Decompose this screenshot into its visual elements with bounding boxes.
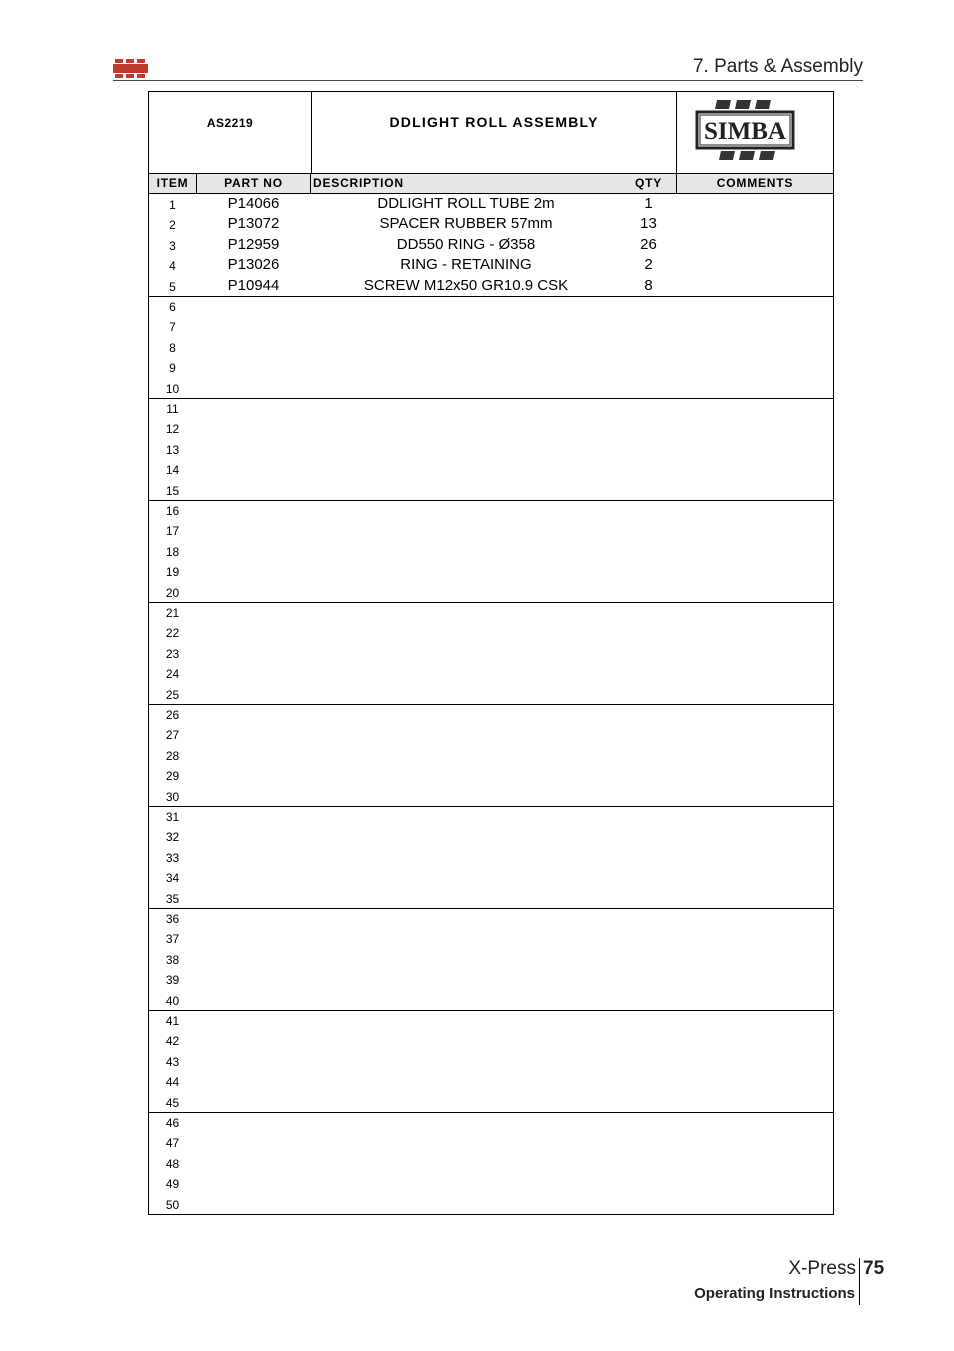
section-title: 7. Parts & Assembly <box>692 56 863 77</box>
table-row <box>149 378 833 398</box>
table-row <box>149 704 833 724</box>
item-number: 29 <box>165 769 180 784</box>
table-row <box>149 1112 833 1132</box>
item-number: 50 <box>165 1197 180 1212</box>
table-row <box>149 765 833 785</box>
item-number: 28 <box>165 748 180 763</box>
table-row <box>149 1132 833 1152</box>
part-number: P12959 <box>227 235 280 253</box>
part-description: RING - RETAINING <box>400 256 532 274</box>
item-number: 2 <box>169 218 176 233</box>
simba-logo-cell <box>677 92 833 173</box>
table-row <box>149 255 833 275</box>
assembly-number-cell <box>149 92 312 173</box>
item-number: 1 <box>169 198 176 212</box>
parts-sheet <box>148 91 834 1215</box>
item-number: 27 <box>165 728 180 743</box>
column-header-qty: QTY <box>621 174 677 194</box>
item-number: 38 <box>165 952 180 967</box>
item-number: 9 <box>169 361 176 376</box>
part-quantity: 1 <box>644 195 653 212</box>
item-number: 24 <box>165 667 180 682</box>
part-number: P10944 <box>227 276 280 294</box>
part-description: SCREW M12x50 GR10.9 CSK <box>363 276 569 294</box>
part-number: P13072 <box>227 215 280 233</box>
simba-logo <box>695 98 795 162</box>
item-number: 44 <box>165 1075 180 1090</box>
page-number: 75 <box>863 1258 885 1279</box>
item-number: 26 <box>165 708 180 722</box>
item-number: 46 <box>165 1116 180 1130</box>
item-number: 35 <box>165 891 180 906</box>
table-row <box>149 439 833 459</box>
table-row <box>149 214 833 234</box>
item-number: 22 <box>165 626 180 641</box>
item-number: 48 <box>165 1156 180 1171</box>
assembly-header <box>149 92 833 174</box>
item-number: 23 <box>165 646 180 661</box>
simba-header-logo <box>113 59 148 78</box>
item-number: 15 <box>165 483 180 498</box>
table-row <box>149 602 833 622</box>
item-number: 25 <box>165 687 180 702</box>
footer-divider <box>859 1258 860 1305</box>
item-number: 40 <box>165 993 180 1008</box>
part-description: DD550 RING - Ø358 <box>396 235 536 253</box>
column-header-comments: COMMENTS <box>677 174 833 194</box>
assembly-title-cell <box>312 92 677 173</box>
column-header-part-no: PART NO <box>197 174 311 194</box>
item-number: 47 <box>165 1136 180 1151</box>
table-row <box>149 316 833 336</box>
item-number: 12 <box>165 422 180 437</box>
item-number: 42 <box>165 1034 180 1049</box>
item-number: 4 <box>169 259 176 274</box>
part-description: DDLIGHT ROLL TUBE 2m <box>377 195 555 212</box>
table-row <box>149 643 833 663</box>
table-row <box>149 1051 833 1071</box>
item-number: 14 <box>165 463 180 478</box>
item-number: 21 <box>165 606 180 620</box>
table-row <box>149 480 833 500</box>
item-number: 31 <box>165 810 180 824</box>
table-row <box>149 1173 833 1193</box>
part-quantity: 13 <box>640 215 657 233</box>
table-row <box>149 1030 833 1050</box>
table-row <box>149 888 833 908</box>
part-quantity: 2 <box>644 256 653 274</box>
item-number: 18 <box>165 544 180 559</box>
table-row <box>149 928 833 948</box>
part-description: SPACER RUBBER 57mm <box>379 215 553 233</box>
table-row <box>149 561 833 581</box>
item-number: 41 <box>165 1014 180 1028</box>
table-row <box>149 724 833 744</box>
header-divider <box>113 80 863 81</box>
table-row <box>149 969 833 989</box>
item-number: 3 <box>169 238 176 253</box>
column-header-item: ITEM <box>149 174 197 194</box>
table-row <box>149 357 833 377</box>
product-name: X-Press <box>788 1258 856 1279</box>
table-row <box>149 949 833 969</box>
assembly-number: AS2219 <box>206 116 254 130</box>
item-number: 32 <box>165 830 180 845</box>
table-row <box>149 684 833 704</box>
table-row <box>149 826 833 846</box>
item-number: 20 <box>165 585 180 600</box>
assembly-title: DDLIGHT ROLL ASSEMBLY <box>389 114 599 130</box>
table-row <box>149 520 833 540</box>
svg-text:SIMBA: SIMBA <box>704 118 786 145</box>
item-number: 8 <box>169 340 176 355</box>
part-quantity: 8 <box>644 276 653 294</box>
table-row <box>149 786 833 806</box>
item-number: 30 <box>165 789 180 804</box>
item-number: 13 <box>165 442 180 457</box>
table-row <box>149 235 833 255</box>
item-number: 43 <box>165 1054 180 1069</box>
table-row <box>149 337 833 357</box>
table-row <box>149 745 833 765</box>
table-row <box>149 867 833 887</box>
table-row <box>149 1194 833 1214</box>
item-number: 34 <box>165 871 180 886</box>
part-number: P13026 <box>227 256 280 274</box>
table-row <box>149 1010 833 1030</box>
item-number: 37 <box>165 932 180 947</box>
table-row <box>149 541 833 561</box>
table-row <box>149 194 833 214</box>
part-number: P14066 <box>227 195 280 212</box>
table-row <box>149 1092 833 1112</box>
table-row <box>149 663 833 683</box>
item-number: 6 <box>169 300 176 314</box>
table-row <box>149 296 833 316</box>
table-row <box>149 500 833 520</box>
item-number: 11 <box>166 402 179 416</box>
table-row <box>149 990 833 1010</box>
column-header-description: DESCRIPTION <box>311 174 622 194</box>
item-number: 36 <box>165 912 180 926</box>
table-row <box>149 806 833 826</box>
table-row <box>149 459 833 479</box>
table-row <box>149 398 833 418</box>
table-row <box>149 582 833 602</box>
item-number: 49 <box>165 1177 180 1192</box>
document-subtitle: Operating Instructions <box>694 1285 855 1302</box>
table-row <box>149 418 833 438</box>
item-number: 5 <box>169 279 176 294</box>
item-number: 39 <box>165 973 180 988</box>
table-row <box>149 622 833 642</box>
item-number: 19 <box>165 565 180 580</box>
table-row <box>149 908 833 928</box>
table-row <box>149 1071 833 1091</box>
item-number: 33 <box>165 850 180 865</box>
item-number: 7 <box>169 320 176 335</box>
item-number: 17 <box>165 524 180 539</box>
table-row <box>149 276 833 296</box>
item-number: 10 <box>165 381 180 396</box>
part-quantity: 26 <box>640 235 657 253</box>
item-number: 45 <box>165 1095 180 1110</box>
item-number: 16 <box>165 504 180 518</box>
table-row <box>149 1153 833 1173</box>
table-row <box>149 847 833 867</box>
